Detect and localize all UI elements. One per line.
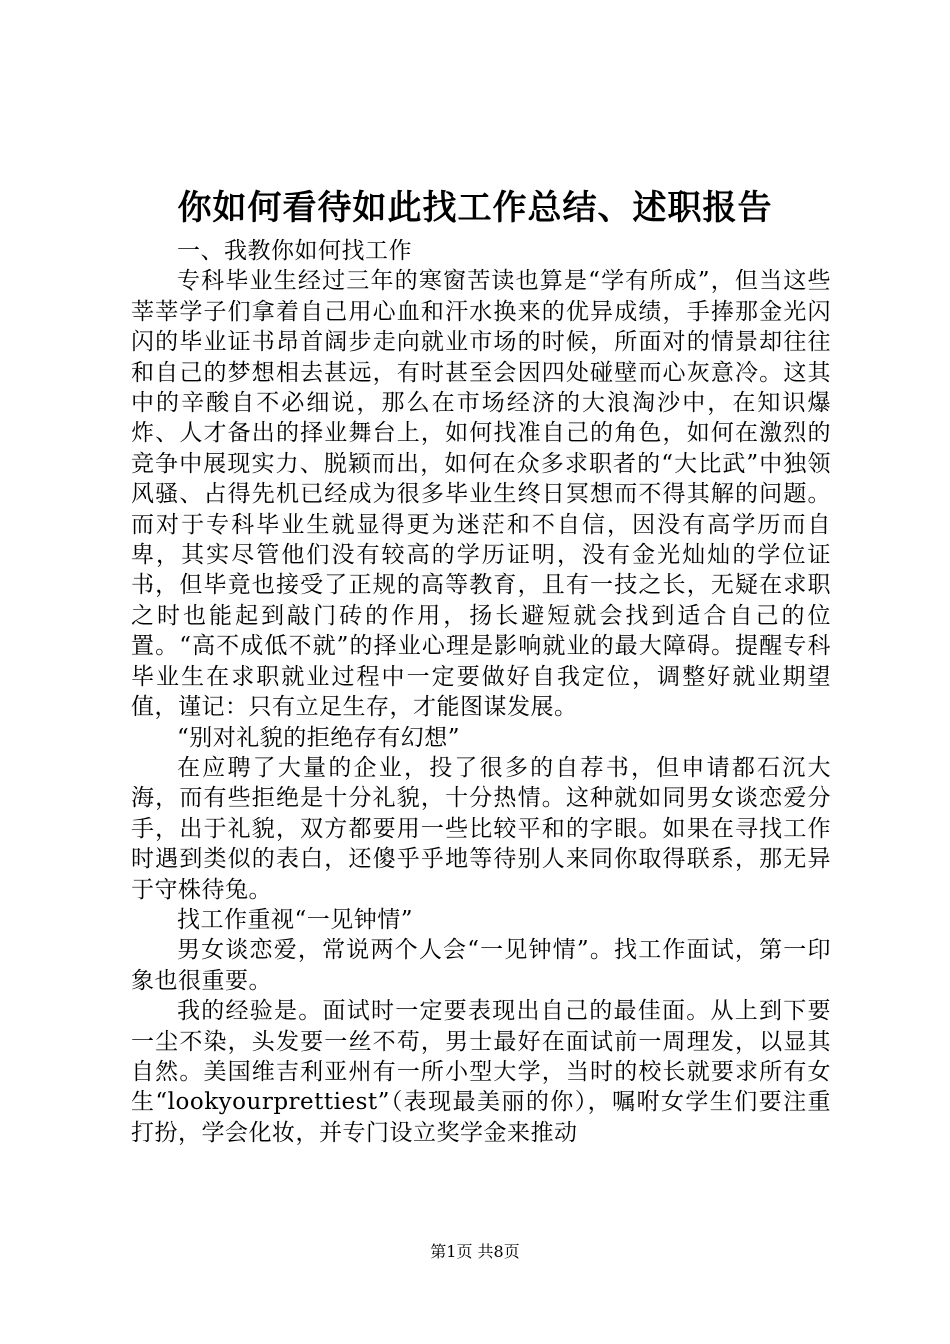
document-body — [131, 236, 831, 1148]
body-paragraph: 专科毕业生经过三年的寒窗苦读也算是“学有所成”，但当这些莘莘学子们拿着自己用心血和汗水换来的优异成绩，手捧那金光闪闪的毕业证书昂首阔步走向就业市场的时候，所面对的情景却往往和自己的梦想相去甚远，有时甚至会因四处碰壁而心灰意冷。这其中的辛酸自不必细说，那么在市场经济的大浪淘沙中，在知识爆炸、人才备出的择业舞台上，如何找准自己的角色，如何在激烈的竞争中展现实力、脱颖而出，如何在众多求职者的“大比武”中独领风骚、占得先机已经成为很多毕业生终日冥想而不得其解的问题。而对于专科毕业生就显得更为迷茫和不自信，因没有高学历而自卑，其实尽管他们没有较高的学历证明，没有金光灿灿的学位证书，但毕竟也接受了正规的高等教育，且有一技之长，无疑在求职之时也能起到敲门砖的作用，扬长避短就会找到适合自己的位置。“高不成低不就”的择业心理是影响就业的最大障碍。提醒专科毕业生在求职就业过程中一定要做好自我定位，调整好就业期望值，谨记：只有立足生存，才能图谋发展。 — [131, 268, 831, 721]
section-heading: 一、我教你如何找工作 — [177, 238, 412, 264]
section-heading: “别对礼貌的拒绝存有幻想” — [177, 724, 461, 751]
body-paragraph: 我的经验是。面试时一定要表现出自己的最佳面。从上到下要一尘不染，头发要一丝不苟，男士最好在面试前一周理发，以显其自然。美国维吉利亚州有一所小型大学，当时的校长就要求所有女生“lookyourprettiest”（表现最美丽的你），嘱咐女学生们要注重打扮，学会化妆，并专门设立奖学金来推动 — [131, 998, 831, 1146]
page-number-footer: 第1页 共8页 — [430, 1242, 520, 1261]
body-paragraph: 男女谈恋爱，常说两个人会“一见钟情”。找工作面试，第一印象也很重要。 — [131, 937, 831, 994]
document-title: 你如何看待如此找工作总结、述职报告 — [177, 188, 773, 228]
section-heading: 找工作重视“一见钟情” — [177, 906, 414, 933]
body-paragraph: 在应聘了大量的企业，投了很多的自荐书，但申请都石沉大海，而有些拒绝是十分礼貌，十分热情。这种就如同男女谈恋爱分手，出于礼貌，双方都要用一些比较平和的字眼。如果在寻找工作时遇到类似的表白，还傻乎乎地等待别人来同你取得联系，那无异于守株待兔。 — [131, 754, 831, 903]
